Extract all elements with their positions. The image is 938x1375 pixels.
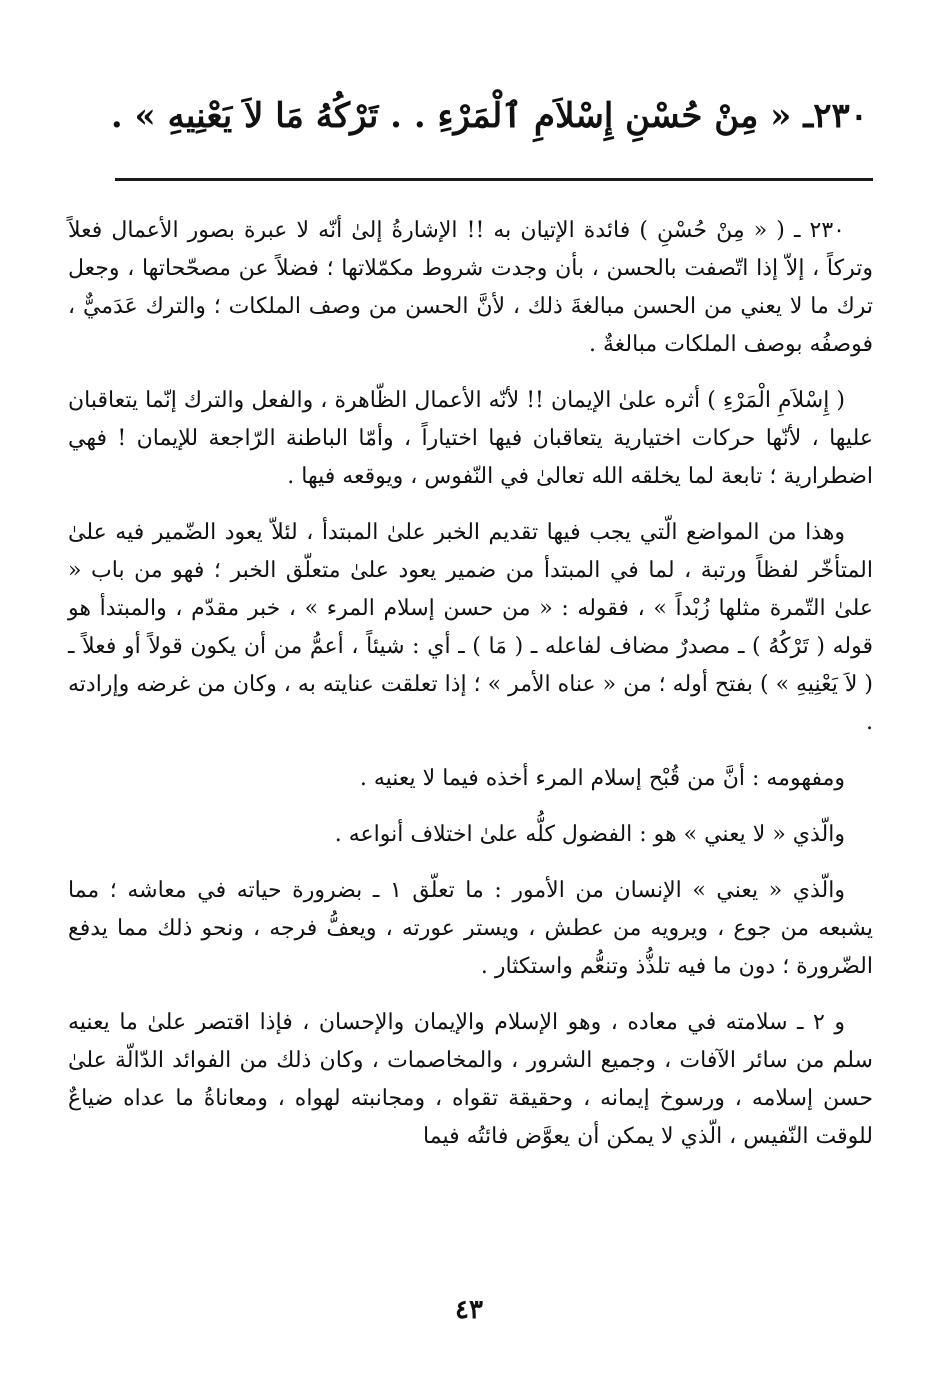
paragraph-5: والّذي « لا يعني » هو : الفضول كلُّه علىٰ اختلاف أنواعه .: [334, 822, 845, 847]
page-number: ٤٣: [455, 1295, 483, 1325]
paragraph-3: وهذا من المواضع الّتي يجب فيها تقديم الخبر علىٰ المبتدأ ، لئلاّ يعود الضّمير فيه علىٰ المتأخّر لفظاً ورتبة ، لما في المبتدأ من ضمير يعود علىٰ متعلّق الخبر ؛ فهو من باب « علىٰ التّمرة مثلها زُبْداً » ، فقوله : « من حسن إسلام المرء » ، خبر مقدّم ، والمبتدأ هو قوله ( تَرْكُهُ ) ـ مصدرٌ مضاف لفاعله ـ ( مَا ) ـ أي : شيئاً ، أعمُّ من أن يكون قولاً أو فعلاً ـ ( لاَ يَعْنِيهِ » ) بفتح أوله ؛ من « عناه الأمر » ؛ إذا تعلقت عنايته به ، وكان من غرضه وإرادته .: [68, 520, 873, 735]
commentary-body: [68, 212, 873, 1174]
hadith-heading: ٢٣٠ـ « مِنْ حُسْنِ إِسْلاَمِ ٱلْمَرْءِ . . تَرْكُهُ مَا لاَ يَعْنِيهِ » .: [110, 96, 868, 136]
paragraph-6: والّذي « يعني » الإنسان من الأمور : ما تعلّق ١ ـ بضرورة حياته في معاشه ؛ مما يشبعه من جوع ، ويرويه من عطش ، ويستر عورته ، ويعفُّ فرجه ، ونحو ذلك مما يدفع الضّرورة ؛ دون ما فيه تلذُّذ وتنعُّم واستكثار .: [68, 878, 873, 979]
paragraph-4: ومفهومه : أنَّ من قُبْح إسلام المرء أخذه فيما لا يعنيه .: [359, 766, 845, 791]
paragraph-2: ( إِسْلاَمِ الْمَرْءِ ) أثره علىٰ الإيمان !! لأنّه الأعمال الظّاهرة ، والفعل والترك إنّما يتعاقبان عليها ، لأنّها حركات اختيارية يتعاقبان فيها اختياراً ، وأمّا الباطنة الرّاجعة للإيمان ! فهي اضطرارية ؛ تابعة لما يخلقه الله تعالىٰ في النّفوس ، ويوقعه فيها .: [68, 388, 873, 489]
paragraph-1: ٢٣٠ ـ ( « مِنْ حُسْنِ ) فائدة الإتيان به !! الإشارةُ إلىٰ أنّه لا عبرة بصور الأعمال فعلاً وتركاً ، إلاّ إذا اتّصفت بالحسن ، بأن وجدت شروط مكمّلاتها ؛ فضلاً عن مصحّحاتها ، وجعل ترك ما لا يعني من الحسن مبالغةَ ذلك ، لأنَّ الحسن من وصف الملكات ؛ والترك عَدَميٌّ ، فوصفُه بوصف الملكات مبالغةٌ .: [68, 218, 873, 357]
heading-divider: [115, 178, 873, 181]
paragraph-7: و ٢ ـ سلامته في معاده ، وهو الإسلام والإيمان والإحسان ، فإذا اقتصر علىٰ ما يعنيه سلم من سائر الآفات ، وجميع الشرور ، والمخاصمات ، وكان ذلك من الفوائد الدّالّة علىٰ حسن إسلامه ، ورسوخ إيمانه ، وحقيقة تقواه ، ومجانبته لهواه ، ومعاناةُ ما عداه ضياعٌ للوقت النّفيس ، الّذي لا يمكن أن يعوَّض فائتُه فيما: [68, 1010, 873, 1149]
